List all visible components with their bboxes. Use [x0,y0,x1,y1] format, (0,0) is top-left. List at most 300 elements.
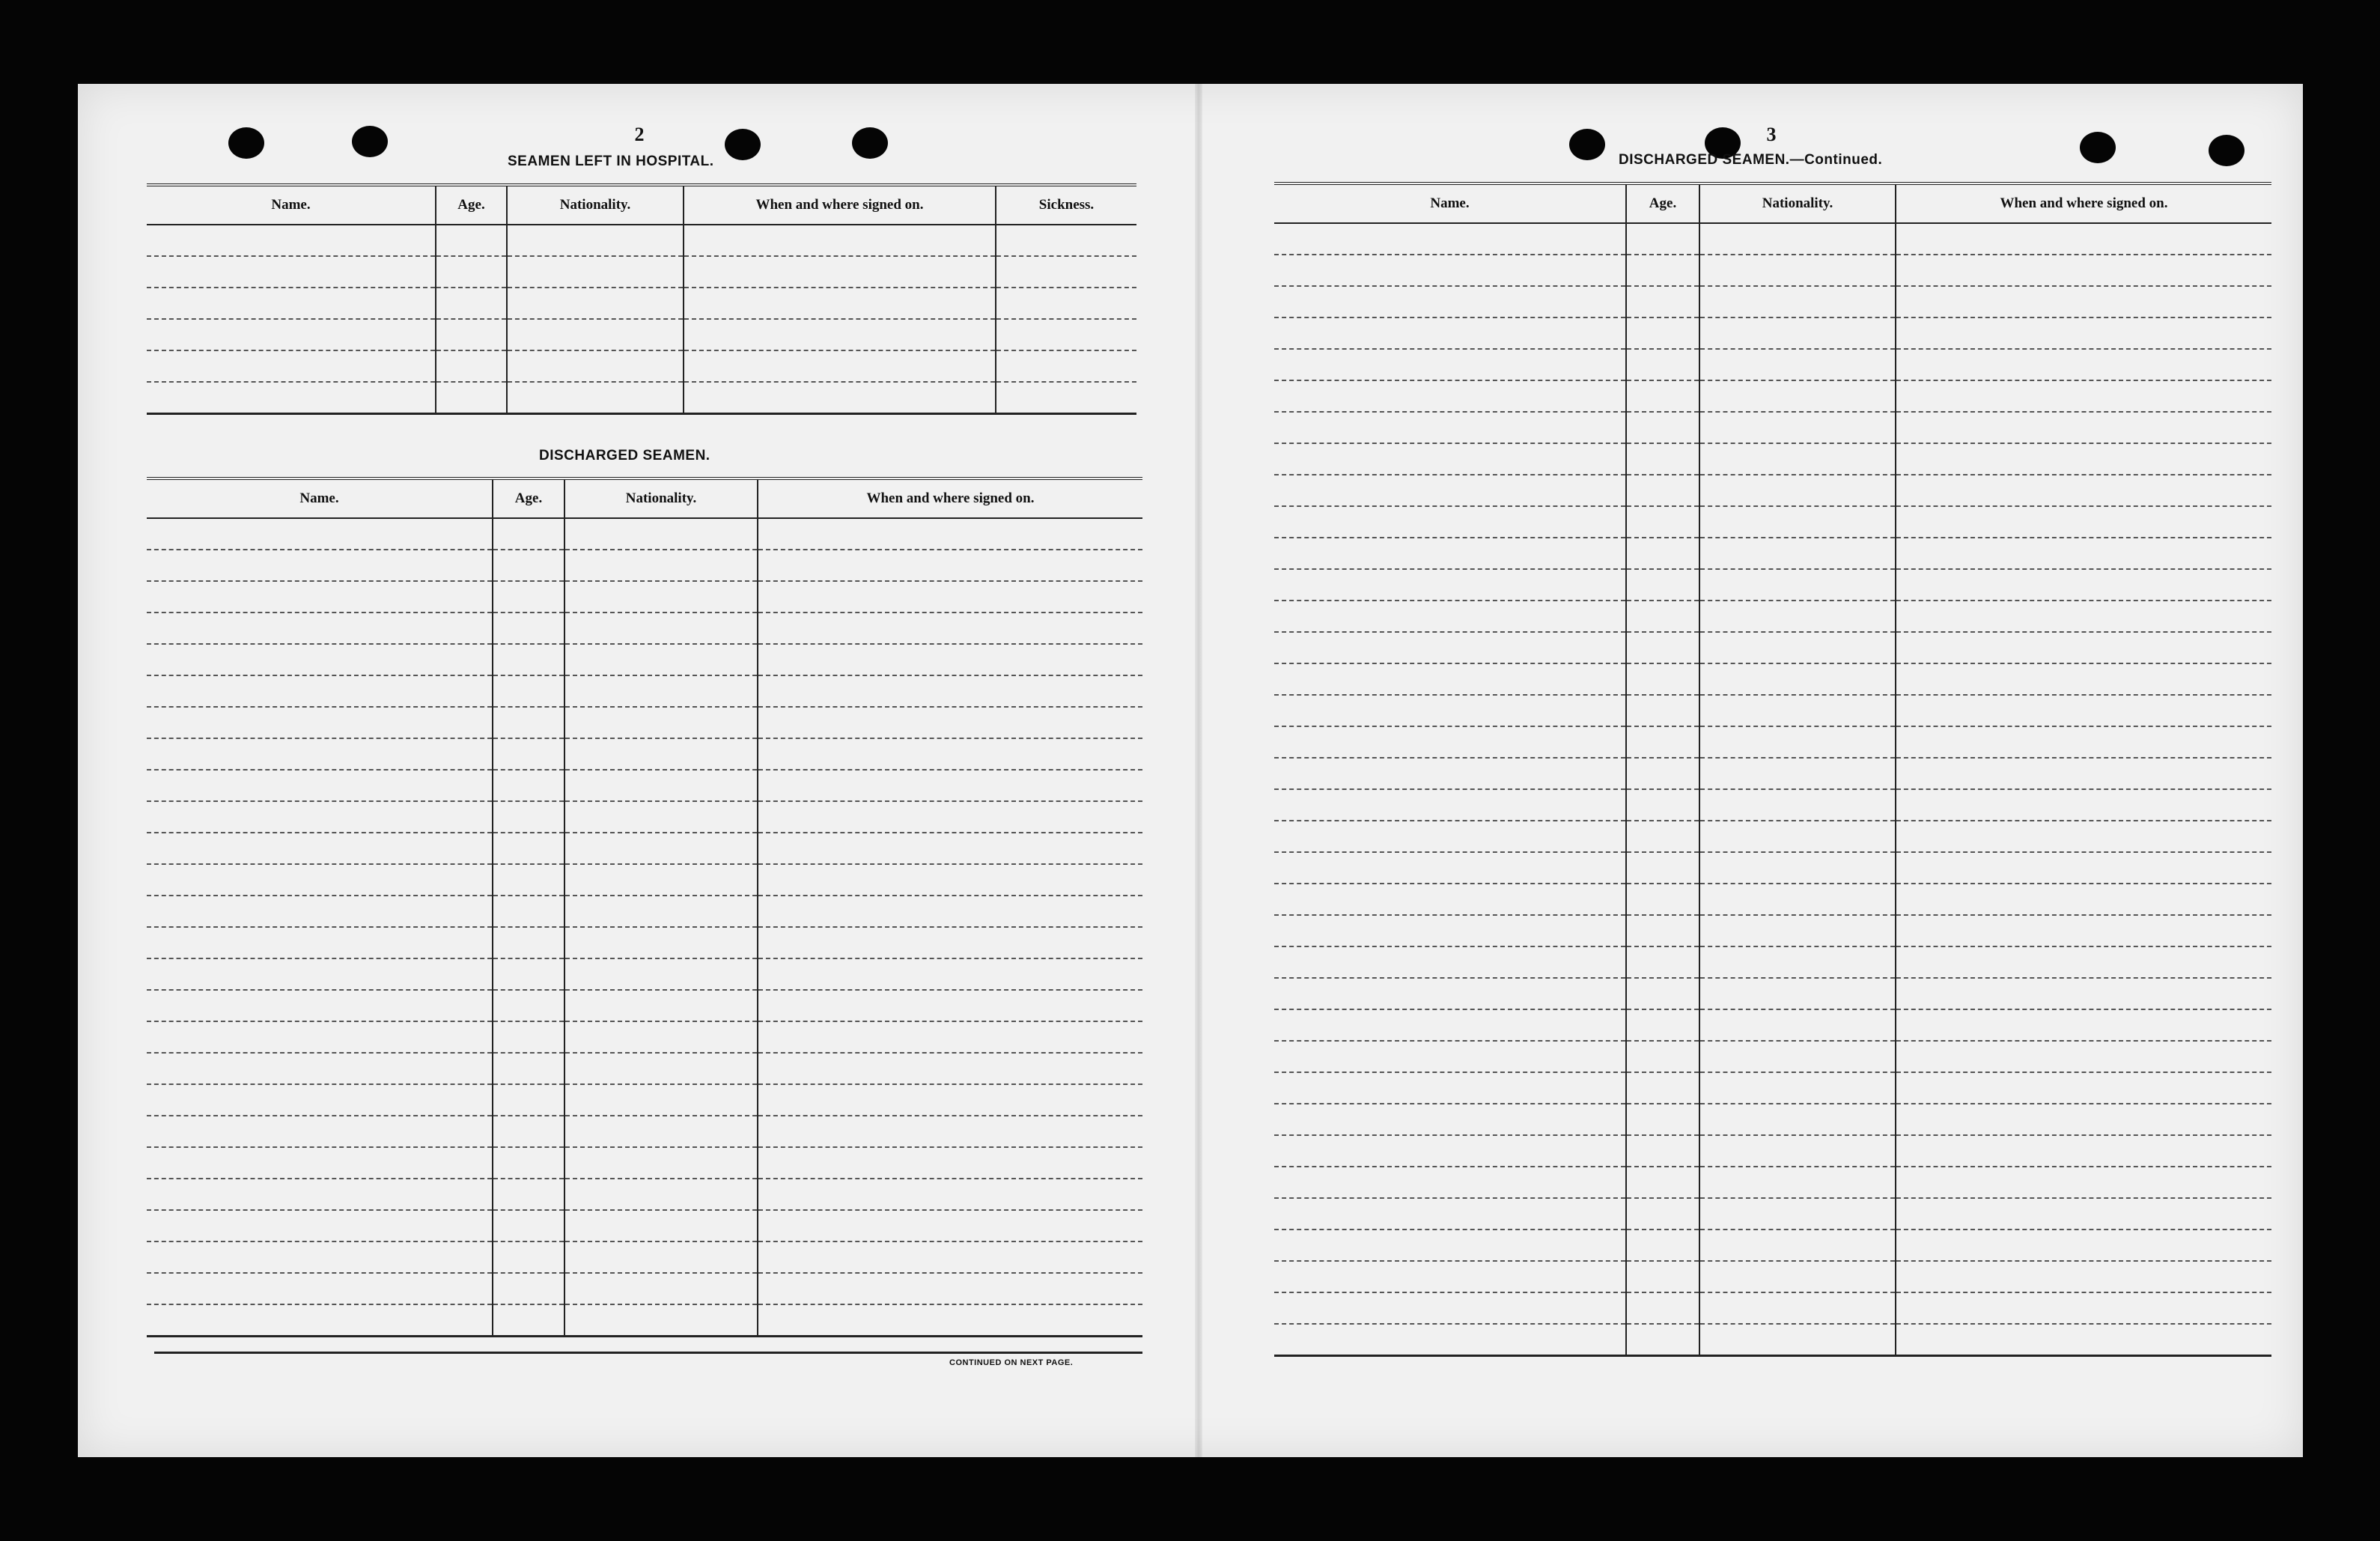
blank-entry-cell [1274,632,1626,663]
table-row [147,225,1136,256]
blank-entry-cell [147,382,436,414]
table-row [147,1084,1142,1116]
blank-entry-cell [1626,726,1699,758]
blank-entry-cell [507,225,684,256]
table-row [1274,506,2271,538]
blank-entry-cell [1274,1009,1626,1041]
blank-entry-cell [1896,317,2271,349]
blank-entry-cell [1626,569,1699,601]
blank-entry-cell [1896,412,2271,443]
blank-entry-cell [1626,821,1699,852]
continued-note: CONTINUED ON NEXT PAGE. [949,1358,1074,1367]
blank-entry-cell [564,801,758,833]
blank-entry-cell [1274,255,1626,286]
blank-entry-cell [1699,412,1896,443]
blank-entry-cell [493,613,564,644]
blank-entry-cell [147,1116,493,1147]
blank-entry-cell [564,1273,758,1304]
discharged-table-header [147,478,1142,518]
blank-entry-cell [1699,1135,1896,1167]
blank-entry-cell [1896,946,2271,978]
blank-entry-cell [1896,1041,2271,1072]
table-row [147,864,1142,896]
table-row [147,1241,1142,1273]
blank-entry-cell [1626,915,1699,946]
col-header-name: Name. [147,185,436,225]
blank-entry-cell [1626,601,1699,632]
blank-entry-cell [684,382,996,414]
page-number: 2 [634,124,645,145]
table-row [1274,443,2271,475]
table-row [1274,255,2271,286]
blank-entry-cell [147,833,493,864]
blank-entry-cell [564,958,758,990]
blank-entry-cell [996,382,1136,414]
blank-entry-cell [1626,1230,1699,1261]
blank-entry-cell [564,1116,758,1147]
blank-entry-cell [1274,1198,1626,1230]
blank-entry-cell [1699,758,1896,789]
blank-entry-cell [1699,1198,1896,1230]
blank-entry-cell [493,1084,564,1116]
blank-entry-cell [1626,1167,1699,1198]
blank-entry-cell [147,1053,493,1084]
blank-entry-cell [564,990,758,1021]
blank-entry-cell [1274,978,1626,1009]
blank-entry-cell [1896,1104,2271,1135]
table-row [1274,1230,2271,1261]
blank-entry-cell [147,350,436,382]
blank-entry-cell [147,613,493,644]
col-header-name: Name. [147,478,493,518]
blank-entry-cell [1896,695,2271,726]
blank-entry-cell [758,707,1142,738]
blank-entry-cell [493,644,564,675]
table-row [147,990,1142,1021]
blank-entry-cell [1274,1230,1626,1261]
table-row [1274,915,2271,946]
blank-entry-cell [1896,475,2271,506]
blank-entry-cell [1274,758,1626,789]
table-row [1274,286,2271,317]
blank-entry-cell [1896,601,2271,632]
blank-entry-cell [1896,632,2271,663]
blank-entry-cell [758,1147,1142,1179]
blank-entry-cell [493,1116,564,1147]
table-row [1274,1135,2271,1167]
blank-entry-cell [1699,1167,1896,1198]
blank-entry-cell [493,801,564,833]
table-row [147,1147,1142,1179]
blank-entry-cell [1896,915,2271,946]
table-row [147,770,1142,801]
table-row [1274,380,2271,412]
blank-entry-cell [1699,789,1896,821]
blank-entry-cell [1896,1167,2271,1198]
table-row [147,581,1142,613]
blank-entry-cell [1626,286,1699,317]
blank-entry-cell [1626,1324,1699,1356]
bottom-rule [154,1352,1142,1354]
blank-entry-cell [758,990,1142,1021]
blank-entry-cell [147,225,436,256]
blank-entry-cell [1274,1104,1626,1135]
table-row [1274,1292,2271,1324]
blank-entry-cell [493,927,564,958]
blank-entry-cell [1699,223,1896,255]
blank-entry-cell [758,927,1142,958]
discharged-continued-title: DISCHARGED SEAMEN.—Continued. [1619,152,1883,168]
blank-entry-cell [564,1084,758,1116]
blank-entry-cell [758,1304,1142,1337]
blank-entry-cell [1274,601,1626,632]
blank-entry-cell [147,288,436,319]
blank-entry-cell [1896,538,2271,569]
blank-entry-cell [1896,789,2271,821]
blank-entry-cell [1699,1324,1896,1356]
blank-entry-cell [1274,1041,1626,1072]
blank-entry-cell [1699,1041,1896,1072]
blank-entry-cell [1699,695,1896,726]
table-row [1274,1104,2271,1135]
table-row [1274,538,2271,569]
blank-entry-cell [147,801,493,833]
table-row [1274,821,2271,852]
blank-entry-cell [147,864,493,896]
table-row [1274,1009,2271,1041]
table-row [1274,601,2271,632]
blank-entry-cell [758,896,1142,927]
blank-entry-cell [564,644,758,675]
blank-entry-cell [1626,1261,1699,1292]
blank-entry-cell [1896,1230,2271,1261]
blank-entry-cell [147,1241,493,1273]
blank-entry-cell [684,225,996,256]
table-row [1274,1072,2271,1104]
blank-entry-cell [758,1179,1142,1210]
blank-entry-cell [1699,286,1896,317]
blank-entry-cell [1274,380,1626,412]
blank-entry-cell [493,581,564,613]
blank-entry-cell [493,1053,564,1084]
blank-entry-cell [1896,569,2271,601]
blank-entry-cell [147,550,493,581]
table-row [1274,946,2271,978]
blank-entry-cell [507,382,684,414]
blank-entry-cell [493,958,564,990]
blank-entry-cell [564,707,758,738]
blank-entry-cell [1274,1072,1626,1104]
blank-entry-cell [493,550,564,581]
blank-entry-cell [758,550,1142,581]
blank-entry-cell [1274,884,1626,915]
blank-entry-cell [758,581,1142,613]
table-row [1274,317,2271,349]
blank-entry-cell [1699,538,1896,569]
blank-entry-cell [1699,726,1896,758]
blank-entry-cell [147,927,493,958]
blank-entry-cell [758,1210,1142,1241]
blank-entry-cell [684,319,996,350]
discharged-section-title: DISCHARGED SEAMEN. [539,448,710,463]
blank-entry-cell [147,990,493,1021]
blank-entry-cell [1896,978,2271,1009]
blank-entry-cell [758,644,1142,675]
blank-entry-cell [684,288,996,319]
blank-entry-cell [564,518,758,550]
blank-entry-cell [1699,632,1896,663]
blank-entry-cell [758,1021,1142,1053]
blank-entry-cell [564,675,758,707]
blank-entry-cell [493,1210,564,1241]
blank-entry-cell [147,319,436,350]
table-row [147,518,1142,550]
table-row [147,350,1136,382]
blank-entry-cell [684,256,996,288]
blank-entry-cell [147,1179,493,1210]
table-row [1274,978,2271,1009]
blank-entry-cell [1626,1292,1699,1324]
blank-entry-cell [1626,1104,1699,1135]
blank-entry-cell [493,1147,564,1179]
blank-entry-cell [1896,758,2271,789]
left-page [147,124,1142,1382]
blank-entry-cell [507,350,684,382]
table-row [1274,1198,2271,1230]
blank-entry-cell [758,675,1142,707]
blank-entry-cell [1699,1230,1896,1261]
blank-entry-cell [996,288,1136,319]
blank-entry-cell [436,256,507,288]
blank-entry-cell [1626,758,1699,789]
table-row [1274,223,2271,255]
blank-entry-cell [1274,1324,1626,1356]
blank-entry-cell [1626,380,1699,412]
blank-entry-cell [1626,852,1699,884]
blank-entry-cell [147,1084,493,1116]
table-row [1274,884,2271,915]
blank-entry-cell [436,382,507,414]
blank-entry-cell [1274,1167,1626,1198]
blank-entry-cell [1274,443,1626,475]
blank-entry-cell [147,644,493,675]
blank-entry-cell [1699,569,1896,601]
blank-entry-cell [1699,915,1896,946]
blank-entry-cell [507,319,684,350]
table-row [1274,349,2271,380]
blank-entry-cell [564,738,758,770]
blank-entry-cell [564,1179,758,1210]
blank-entry-cell [1896,726,2271,758]
table-row [147,958,1142,990]
blank-entry-cell [1699,601,1896,632]
blank-entry-cell [1274,223,1626,255]
table-row [1274,852,2271,884]
blank-entry-cell [1896,286,2271,317]
blank-entry-cell [1626,695,1699,726]
blank-entry-cell [147,707,493,738]
blank-entry-cell [1699,1009,1896,1041]
col-header-sickness: Sickness. [996,185,1136,225]
blank-entry-cell [1896,884,2271,915]
blank-entry-cell [1699,380,1896,412]
blank-entry-cell [1896,1135,2271,1167]
blank-entry-cell [564,581,758,613]
blank-entry-cell [1274,852,1626,884]
blank-entry-cell [564,1021,758,1053]
blank-entry-cell [493,896,564,927]
blank-entry-cell [564,1304,758,1337]
blank-entry-cell [758,613,1142,644]
blank-entry-cell [1626,978,1699,1009]
blank-entry-cell [1626,443,1699,475]
blank-entry-cell [1274,1261,1626,1292]
table-row [147,1053,1142,1084]
blank-entry-cell [1896,1072,2271,1104]
table-row [147,896,1142,927]
discharged-table-left [147,477,1142,1337]
table-row [147,707,1142,738]
blank-entry-cell [147,675,493,707]
blank-entry-cell [1699,884,1896,915]
blank-entry-cell [1626,1198,1699,1230]
blank-entry-cell [1896,1292,2271,1324]
table-row [1274,663,2271,695]
blank-entry-cell [1626,1009,1699,1041]
blank-entry-cell [147,1021,493,1053]
table-row [1274,1041,2271,1072]
table-row [147,833,1142,864]
blank-entry-cell [1274,412,1626,443]
blank-entry-cell [1626,1135,1699,1167]
blank-entry-cell [758,518,1142,550]
blank-entry-cell [758,864,1142,896]
blank-entry-cell [1626,946,1699,978]
table-row [147,927,1142,958]
blank-entry-cell [1274,663,1626,695]
table-row [147,256,1136,288]
table-row [1274,758,2271,789]
blank-entry-cell [1274,946,1626,978]
blank-entry-cell [1626,663,1699,695]
blank-entry-cell [564,1241,758,1273]
blank-entry-cell [1274,569,1626,601]
blank-entry-cell [758,738,1142,770]
blank-entry-cell [1274,821,1626,852]
col-header-nationality: Nationality. [564,478,758,518]
blank-entry-cell [1626,1041,1699,1072]
table-row [1274,695,2271,726]
blank-entry-cell [493,707,564,738]
blank-entry-cell [996,350,1136,382]
blank-entry-cell [758,1053,1142,1084]
right-page [1274,124,2277,1382]
blank-entry-cell [1896,380,2271,412]
blank-entry-cell [758,770,1142,801]
blank-entry-cell [1626,223,1699,255]
blank-entry-cell [507,288,684,319]
blank-entry-cell [1699,852,1896,884]
table-row [147,1304,1142,1337]
blank-entry-cell [996,256,1136,288]
blank-entry-cell [564,864,758,896]
col-header-age: Age. [493,478,564,518]
blank-entry-cell [1896,821,2271,852]
col-header-signed-on: When and where signed on. [758,478,1142,518]
blank-entry-cell [1699,1292,1896,1324]
blank-entry-cell [147,770,493,801]
blank-entry-cell [1896,223,2271,255]
table-row [1274,475,2271,506]
discharged-table-right [1274,182,2271,1357]
discharged-table-header [1274,183,2271,223]
col-header-signed-on: When and where signed on. [684,185,996,225]
blank-entry-cell [1699,506,1896,538]
table-row [147,1179,1142,1210]
blank-entry-cell [147,896,493,927]
blank-entry-cell [564,1210,758,1241]
blank-entry-cell [1274,286,1626,317]
table-row [1274,1324,2271,1356]
blank-entry-cell [493,990,564,1021]
blank-entry-cell [564,770,758,801]
blank-entry-cell [684,350,996,382]
blank-entry-cell [493,518,564,550]
blank-entry-cell [758,958,1142,990]
blank-entry-cell [1896,506,2271,538]
blank-entry-cell [1274,789,1626,821]
blank-entry-cell [1699,663,1896,695]
blank-entry-cell [147,518,493,550]
blank-entry-cell [564,833,758,864]
blank-entry-cell [493,738,564,770]
blank-entry-cell [147,1147,493,1179]
col-header-nationality: Nationality. [1699,183,1896,223]
table-row [147,1273,1142,1304]
hospital-table-header [147,185,1136,225]
col-header-nationality: Nationality. [507,185,684,225]
blank-entry-cell [1626,506,1699,538]
table-row [1274,726,2271,758]
table-row [147,382,1136,414]
blank-entry-cell [1626,412,1699,443]
blank-entry-cell [758,1084,1142,1116]
blank-entry-cell [147,256,436,288]
blank-entry-cell [1274,506,1626,538]
blank-entry-cell [1626,632,1699,663]
blank-entry-cell [1896,1261,2271,1292]
blank-entry-cell [1626,884,1699,915]
blank-entry-cell [1699,946,1896,978]
table-row [1274,789,2271,821]
blank-entry-cell [564,927,758,958]
blank-entry-cell [436,225,507,256]
blank-entry-cell [147,581,493,613]
table-row [147,1116,1142,1147]
table-row [147,550,1142,581]
col-header-signed-on: When and where signed on. [1896,183,2271,223]
page-number: 3 [1766,124,1777,145]
table-row [147,675,1142,707]
blank-entry-cell [1699,1261,1896,1292]
blank-entry-cell [758,1241,1142,1273]
col-header-age: Age. [436,185,507,225]
table-row [1274,1261,2271,1292]
hospital-section-title: SEAMEN LEFT IN HOSPITAL. [508,154,714,169]
blank-entry-cell [1699,1104,1896,1135]
table-row [147,319,1136,350]
hospital-table [147,183,1136,415]
